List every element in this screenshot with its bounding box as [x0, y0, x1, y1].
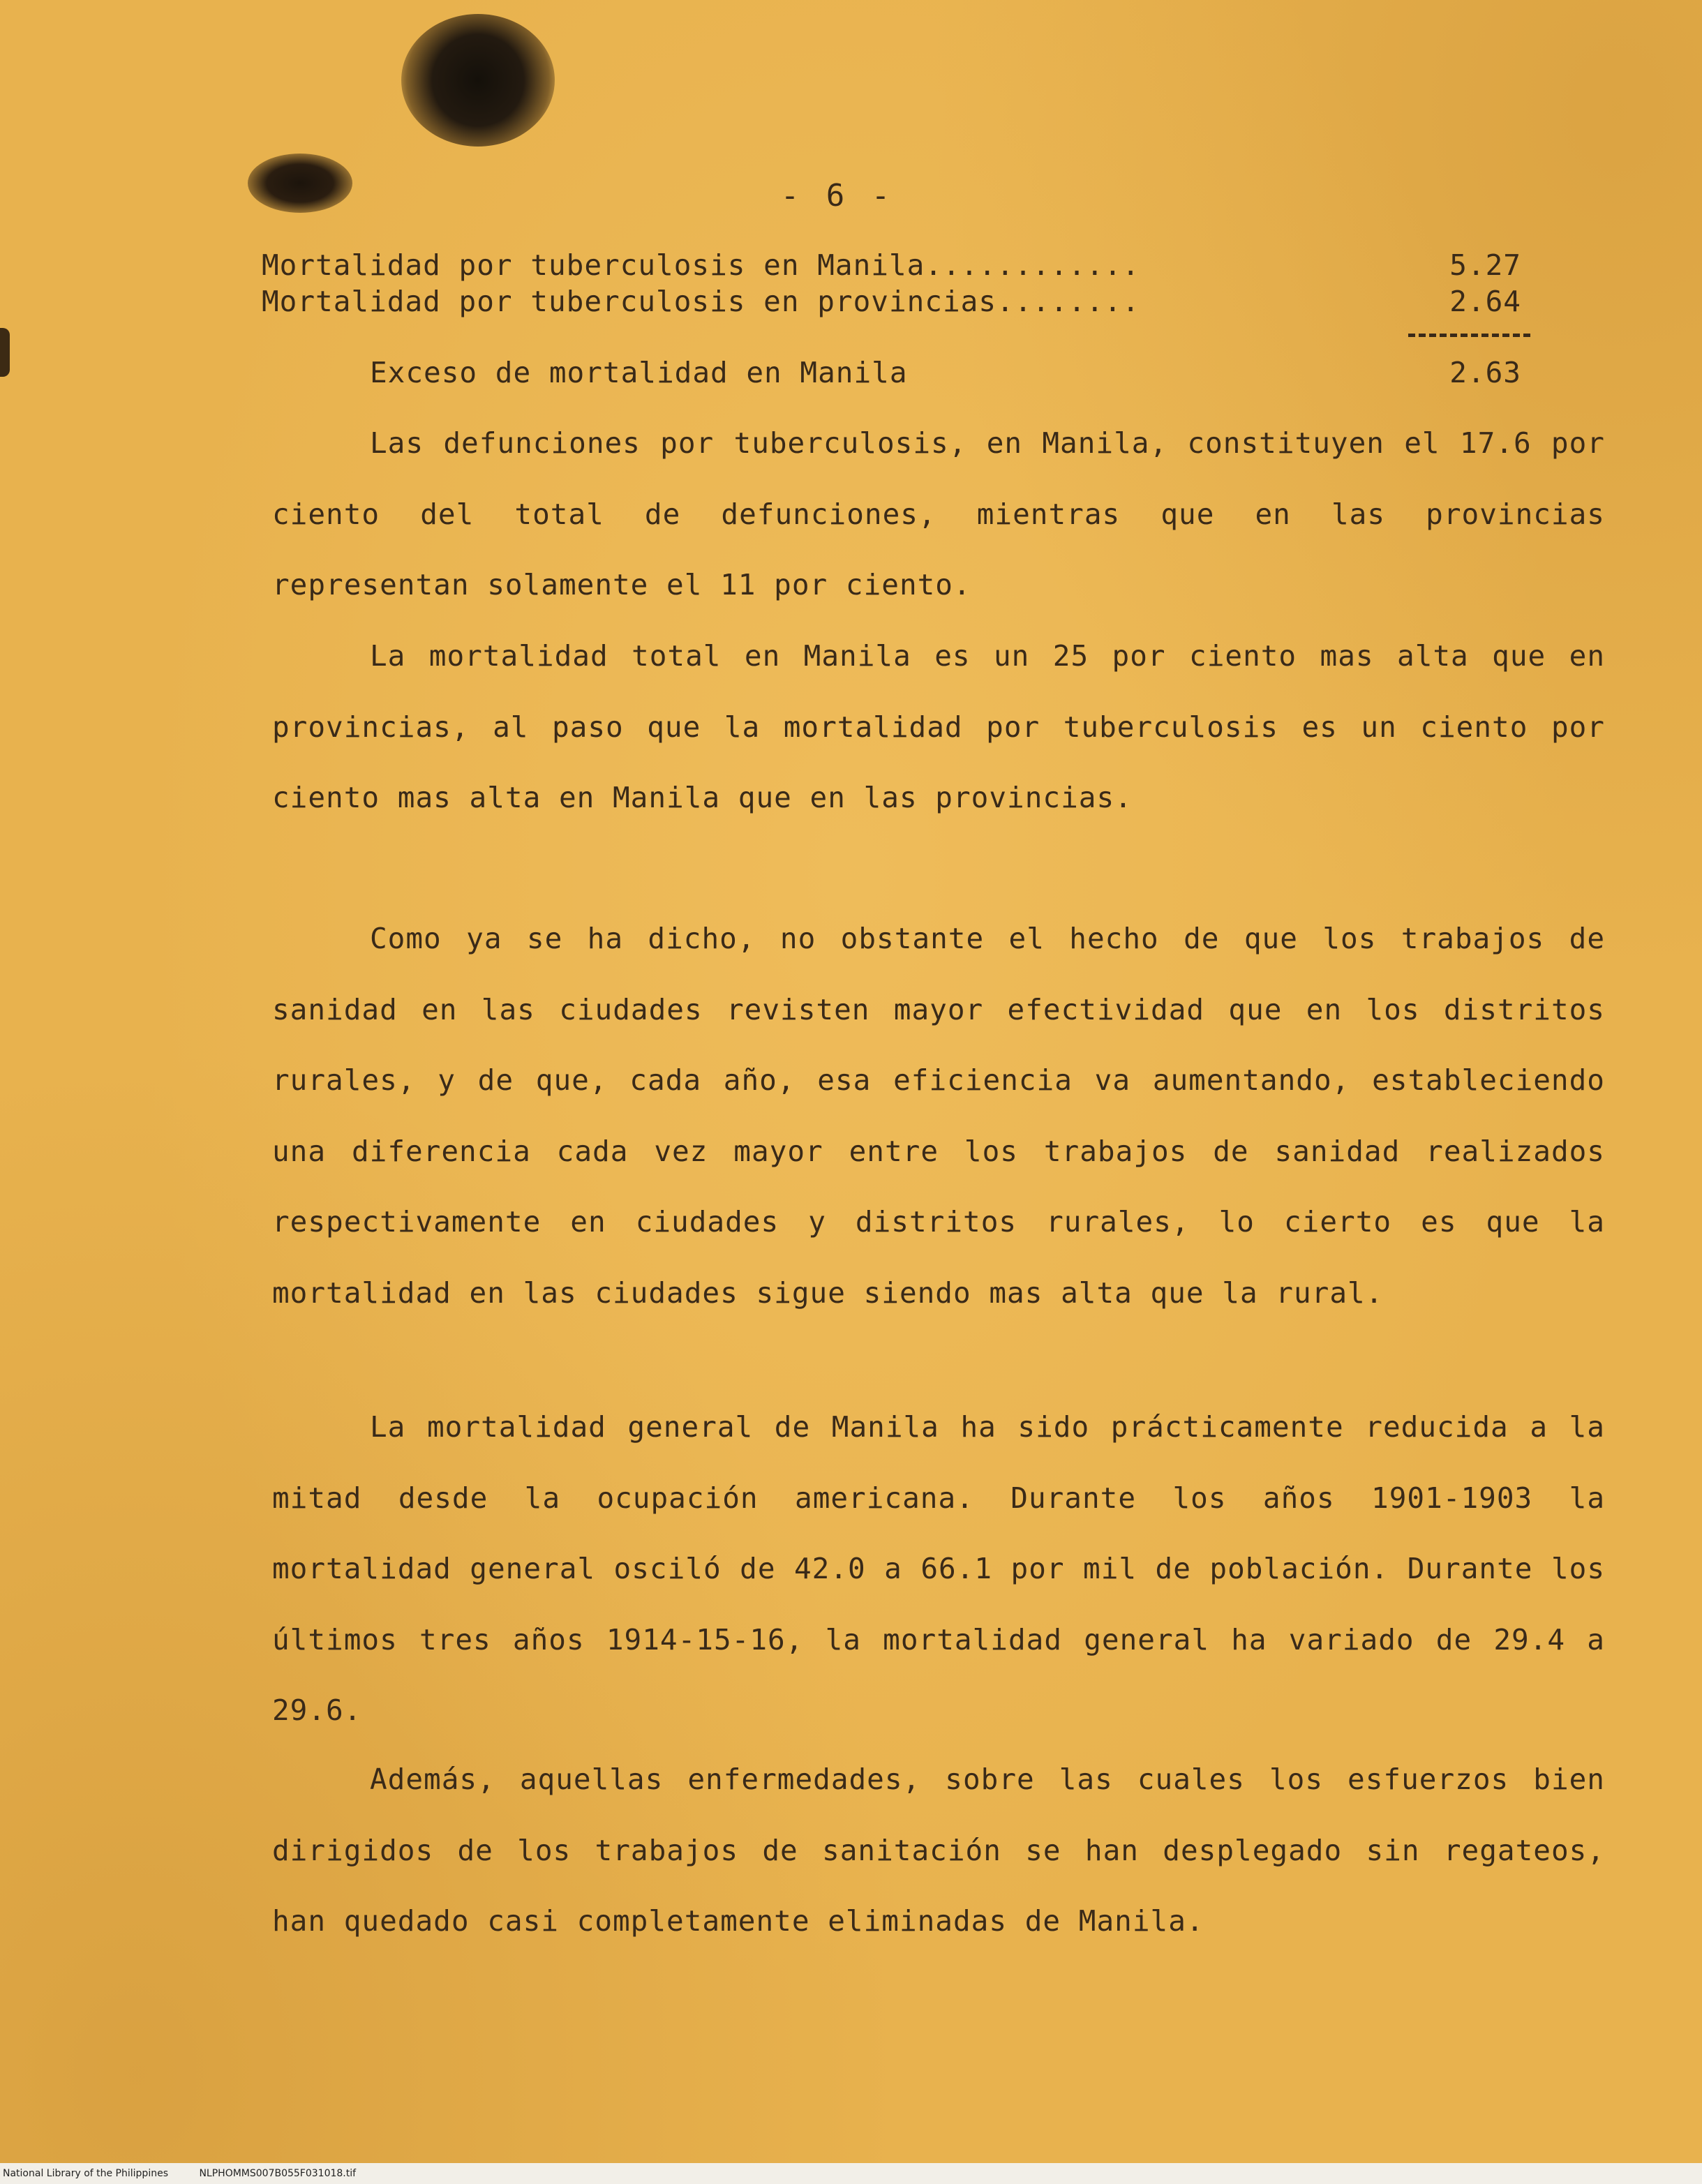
- page-number: - 6 -: [780, 178, 895, 214]
- ink-stain-large: [401, 14, 555, 147]
- sum-rule: [1408, 334, 1530, 337]
- paragraph-2: La mortalidad total en Manila es un 25 por ciento mas alta que en provincias, al paso que la mortalidad por tuberculosis es un ciento por ciento mas alta en Manila que en las provincias.: [272, 639, 1605, 814]
- row-label: Mortalidad por tuberculosis en Manila............: [262, 248, 1140, 282]
- paragraph-3: Como ya se ha dicho, no obstante el hecho de que los trabajos de sanidad en las ciudades revisten mayor efectividad que en los distritos rurales, y de que, cada año, esa eficiencia va aumentando, estableciendo una diferencia cada vez mayor entre los trabajos de sanidad realizados respectivamente en ciudades y distritos rurales, lo cierto es que la mortalidad en las ciudades sigue siendo mas alta que la rural.: [272, 922, 1605, 1310]
- ink-stain-small: [248, 154, 352, 213]
- paragraph-4: La mortalidad general de Manila ha sido prácticamente reducida a la mitad desde la ocupación americana. Durante los años 1901-1903 la mortalidad general osciló de 42.0 a 66.1 por mil de población. Durante los últimos tres años 1914-15-16, la mortalidad general ha variado de 29.4 a 29.6.: [272, 1410, 1605, 1727]
- row-value: 5.27: [1449, 248, 1521, 282]
- total-label: Exceso de mortalidad en Manila: [370, 356, 908, 389]
- footer-library: National Library of the Philippines: [3, 2168, 168, 2179]
- row-label: Mortalidad por tuberculosis en provincias........: [262, 285, 1140, 318]
- scan-footer: [0, 2163, 1702, 2184]
- paragraph-1: Las defunciones por tuberculosis, en Manila, constituyen el 17.6 por ciento del total de defunciones, mientras que en las provincias representan solamente el 11 por ciento.: [272, 426, 1605, 601]
- total-value: 2.63: [1449, 356, 1521, 389]
- row-value: 2.64: [1449, 285, 1521, 318]
- footer-file: NLPHOMMS007B055F031018.tif: [199, 2168, 357, 2179]
- paragraph-5: Además, aquellas enfermedades, sobre las cuales los esfuerzos bien dirigidos de los trabajos de sanitación se han desplegado sin regateos, han quedado casi completamente eliminadas de Manila.: [272, 1763, 1605, 1938]
- edge-mark: [0, 328, 10, 377]
